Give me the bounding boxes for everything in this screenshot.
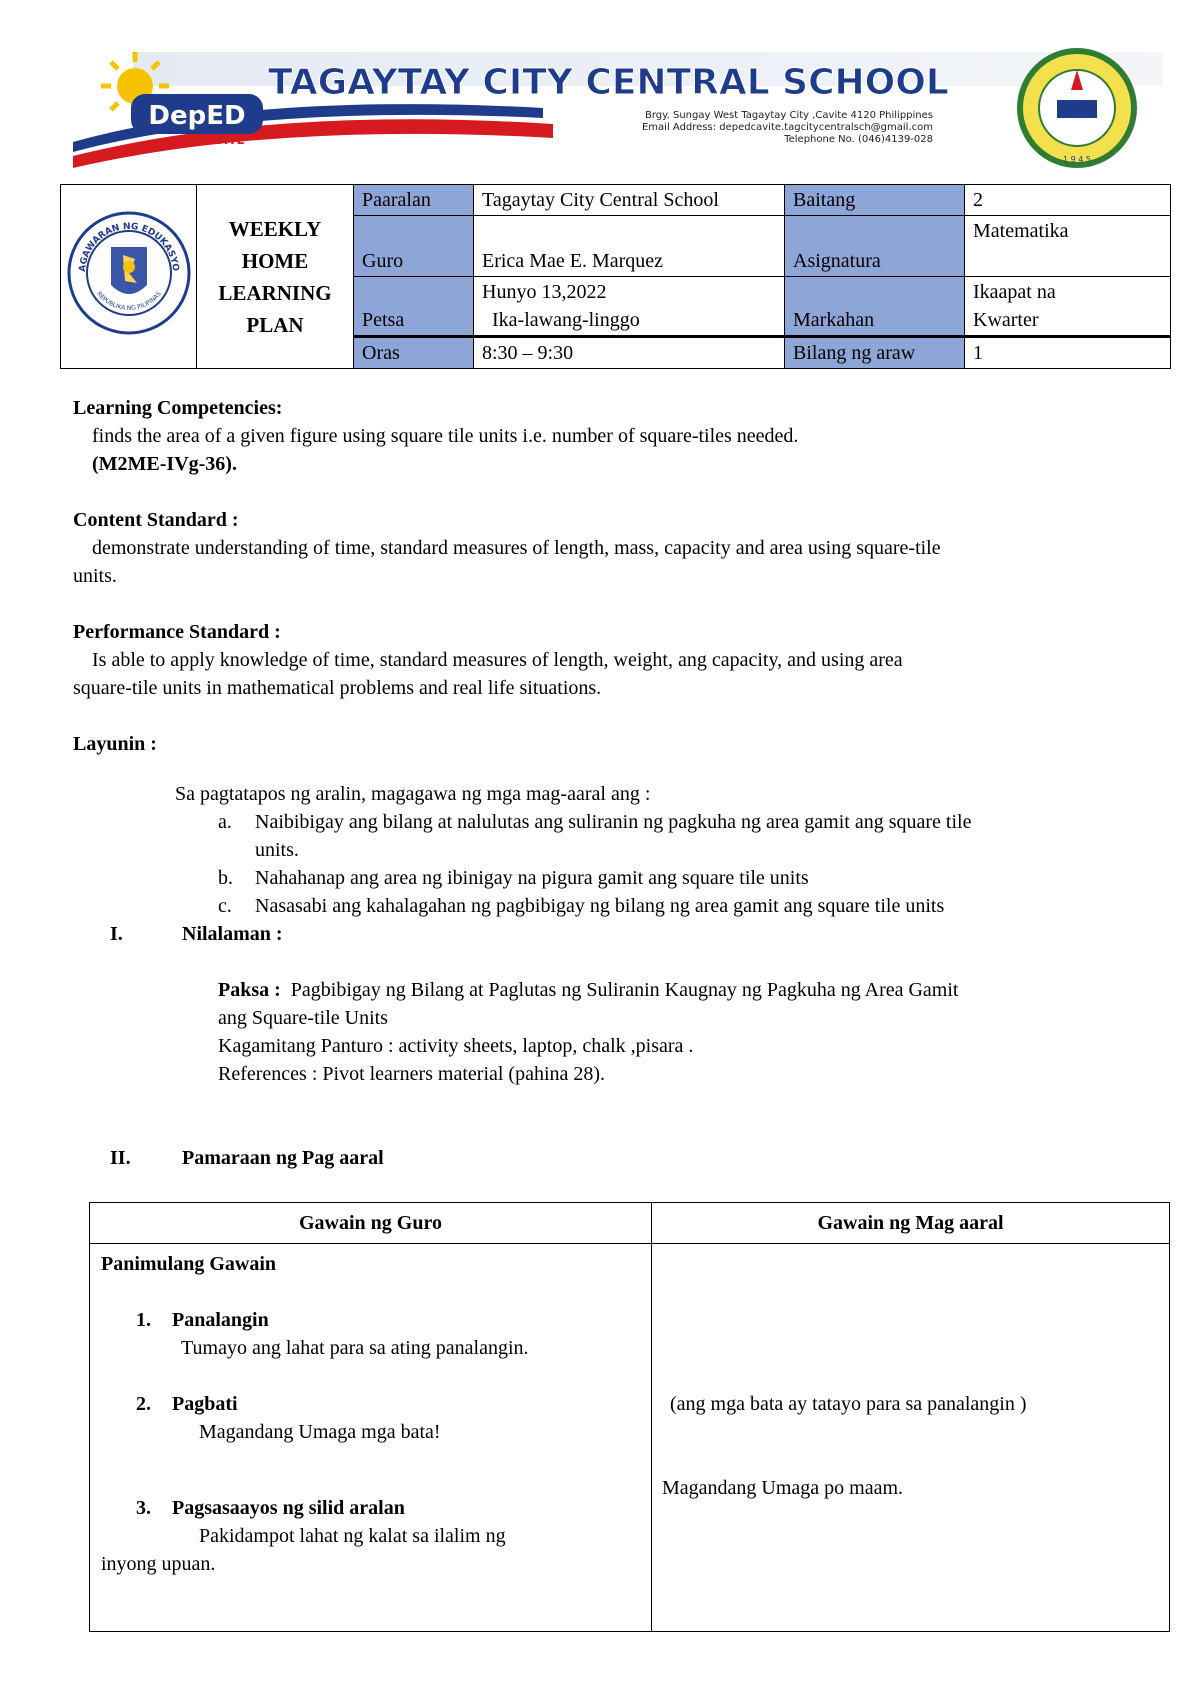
performance-standard-heading: Performance Standard : bbox=[73, 621, 281, 643]
content-standard-line2: units. bbox=[73, 565, 117, 587]
performance-standard-line2: square-tile units in mathematical problems and real life situations. bbox=[73, 677, 602, 699]
student-response-greeting: Magandang Umaga po maam. bbox=[662, 1477, 904, 1499]
paksa-text: Pagbibigay ng Bilang at Paglutas ng Suliranin Kaugnay ng Pagkuha ng Area Gamit bbox=[280, 979, 959, 1001]
label-paaralan: Paaralan bbox=[354, 185, 474, 216]
label-asignatura: Asignatura bbox=[785, 216, 965, 277]
item3-text-line1: Pakidampot lahat ng kalat sa ilalim ng bbox=[199, 1525, 506, 1547]
svg-text:KAGAWARAN NG EDUKASYON: AGAWARAN NG EDUKASYO bbox=[77, 221, 180, 272]
banner-graphic bbox=[73, 46, 1163, 172]
teacher-activity-cell bbox=[90, 1244, 652, 1632]
label-markahan: Markahan bbox=[785, 277, 965, 337]
nilalaman-numeral: I. bbox=[110, 923, 123, 945]
content-standard-line1: demonstrate understanding of time, standard measures of length, mass, capacity and area using square-tile bbox=[92, 537, 941, 559]
value-paaralan: Tagaytay City Central School bbox=[474, 185, 785, 216]
teacher-activity-header: Gawain ng Guro bbox=[90, 1203, 652, 1244]
banner-email: Email Address: depedcavite.tagcitycentralsch@gmail.com bbox=[641, 122, 933, 133]
references-text: References : Pivot learners material (pahina 28). bbox=[218, 1063, 606, 1085]
layunin-heading: Layunin : bbox=[73, 733, 157, 755]
pamaraan-heading: Pamaraan ng Pag aaral bbox=[182, 1147, 384, 1169]
weekly-home-learning-plan-title: WEEKLY HOME LEARNING PLAN bbox=[197, 185, 354, 369]
school-seal bbox=[1017, 48, 1137, 168]
student-activity-cell bbox=[652, 1244, 1170, 1632]
value-oras: 8:30 – 9:30 bbox=[474, 337, 785, 369]
banner-address: Brgy. Sungay West Tagaytay City ,Cavite 4120 Philippines bbox=[645, 110, 933, 121]
pamaraan-numeral: II. bbox=[110, 1147, 131, 1169]
layunin-intro: Sa pagtatapos ng aralin, magagawa ng mga mag-aaral ang : bbox=[175, 783, 651, 805]
paksa-line1 bbox=[218, 976, 958, 1004]
label-baitang: Baitang bbox=[785, 185, 965, 216]
value-asignatura: Matematika bbox=[965, 216, 1171, 277]
layunin-marker-b: b. bbox=[218, 867, 233, 889]
kagamitan-text: Kagamitang Panturo : activity sheets, laptop, chalk ,pisara . bbox=[218, 1035, 694, 1057]
label-petsa: Petsa bbox=[354, 277, 474, 337]
deped-seal-icon bbox=[67, 211, 191, 335]
label-guro: Guro bbox=[354, 216, 474, 277]
value-baitang: 2 bbox=[965, 185, 1171, 216]
layunin-item-a-line2: units. bbox=[255, 839, 299, 861]
item1-number: 1. bbox=[136, 1309, 151, 1331]
competencies-code: (M2ME-IVg-36). bbox=[92, 453, 237, 475]
item3-title: Pagsasaayos ng silid aralan bbox=[172, 1497, 405, 1519]
value-petsa bbox=[474, 277, 785, 337]
item2-number: 2. bbox=[136, 1393, 151, 1415]
svg-text:1 9 4 5: 1 9 4 5 bbox=[1063, 155, 1091, 164]
value-markahan: Ikaapat na Kwarter bbox=[965, 277, 1171, 337]
paksa-line2: ang Square-tile Units bbox=[218, 1007, 388, 1029]
layunin-item-c: Nasasabi ang kahalagahan ng pagbibigay ng bilang ng area gamit ang square tile units bbox=[255, 895, 945, 917]
paksa-label: Paksa : bbox=[218, 979, 281, 1001]
label-bilang-ng-araw: Bilang ng araw bbox=[785, 337, 965, 369]
banner-telephone: Telephone No. (046)4139-028 bbox=[784, 134, 933, 145]
item3-text-line2: inyong upuan. bbox=[101, 1553, 216, 1575]
svg-text:CAVITE: CAVITE bbox=[197, 133, 245, 147]
item1-title: Panalangin bbox=[172, 1309, 269, 1331]
layunin-item-a-line1: Naibibigay ang bilang at nalulutas ang suliranin ng pagkuha ng area gamit ang square tile bbox=[255, 811, 972, 833]
layunin-item-b: Nahahanap ang area ng ibinigay na pigura gamit ang square tile units bbox=[255, 867, 809, 889]
panimulang-gawain-title: Panimulang Gawain bbox=[101, 1253, 277, 1275]
nilalaman-heading: Nilalaman : bbox=[182, 923, 283, 945]
student-activity-header: Gawain ng Mag aaral bbox=[652, 1203, 1170, 1244]
svg-text:REPUBLIKA NG PILIPINAS: REPUBLIKA NG PILIPINAS bbox=[94, 289, 163, 312]
content-standard-heading: Content Standard : bbox=[73, 509, 239, 531]
svg-text:DepED: DepED bbox=[148, 101, 246, 131]
competencies-heading: Learning Competencies: bbox=[73, 397, 283, 419]
value-guro: Erica Mae E. Marquez bbox=[474, 216, 785, 277]
performance-standard-line1: Is able to apply knowledge of time, standard measures of length, weight, ang capacity, and using area bbox=[92, 649, 903, 671]
item2-title: Pagbati bbox=[172, 1393, 238, 1415]
label-oras: Oras bbox=[354, 337, 474, 369]
banner-school-name: TAGAYTAY CITY CENTRAL SCHOOL bbox=[268, 62, 949, 103]
deped-seal-cell bbox=[61, 185, 197, 369]
student-response-prayer: (ang mga bata ay tatayo para sa panalangin ) bbox=[670, 1393, 1027, 1415]
petsa-week: Ika-lawang-linggo bbox=[482, 309, 640, 331]
value-bilang-ng-araw: 1 bbox=[965, 337, 1171, 369]
lesson-info-table bbox=[60, 184, 1171, 369]
competencies-text: finds the area of a given figure using square tile units i.e. number of square-tiles needed. bbox=[92, 425, 799, 447]
item1-text: Tumayo ang lahat para sa ating panalangin. bbox=[181, 1337, 529, 1359]
school-banner bbox=[73, 46, 1163, 172]
item3-number: 3. bbox=[136, 1497, 151, 1519]
layunin-marker-c: c. bbox=[218, 895, 232, 917]
item2-text: Magandang Umaga mga bata! bbox=[199, 1421, 441, 1443]
petsa-date: Hunyo 13,2022 bbox=[482, 281, 607, 303]
lesson-procedure-table bbox=[89, 1202, 1170, 1632]
layunin-marker-a: a. bbox=[218, 811, 232, 833]
